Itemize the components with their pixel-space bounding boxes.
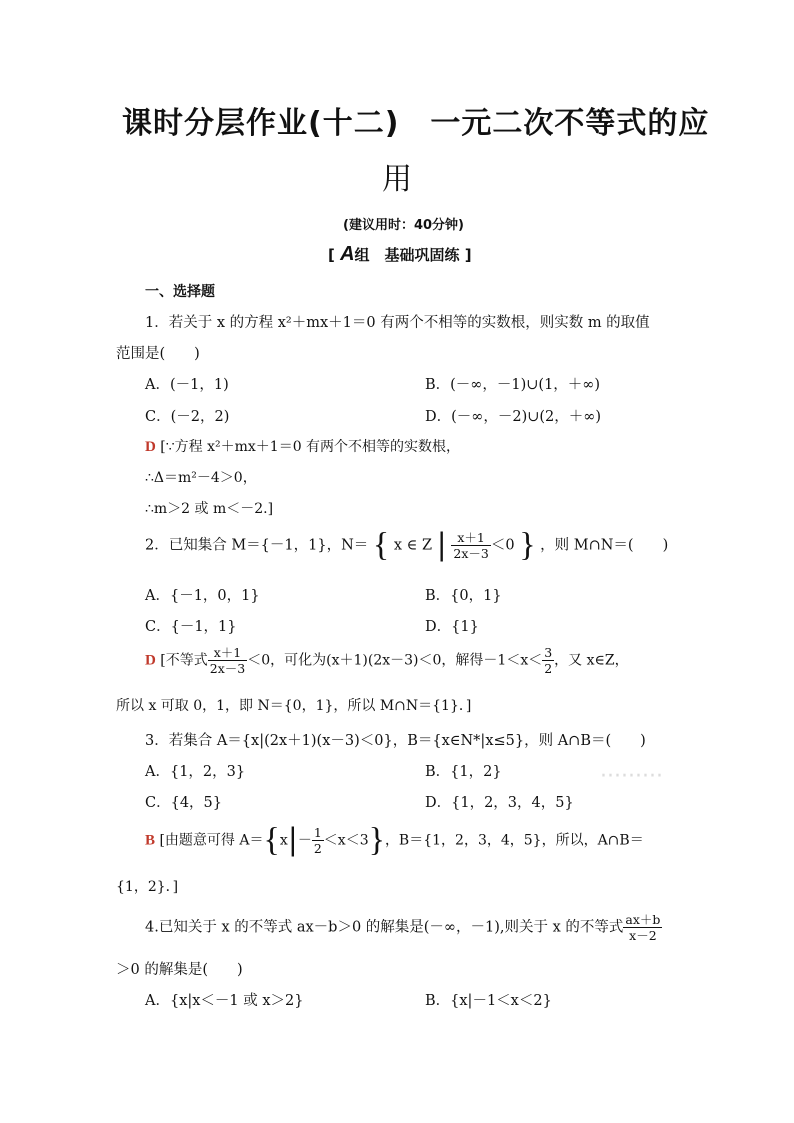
q3-brace-open: { bbox=[263, 821, 280, 859]
q4-option-a: A．{x|x＜－1 或 x＞2} bbox=[145, 993, 304, 1009]
q2-solution-pre: [不等式 bbox=[160, 652, 208, 669]
q1-option-c: C．(－2，2) bbox=[145, 409, 230, 425]
section-title: 一、选择题 bbox=[145, 284, 215, 300]
q2-answer-mark: D bbox=[145, 652, 156, 669]
q2-solution-fraction-den: 2x－3 bbox=[209, 661, 246, 676]
q1-solution-text: [∵方程 x²＋mx＋1＝0 有两个不相等的实数根， bbox=[160, 439, 461, 455]
q2-set-tail: ＜0 bbox=[490, 537, 515, 554]
q1-answer-mark: D bbox=[145, 439, 156, 455]
q3-solution-x: x bbox=[279, 832, 288, 849]
q3-answer-mark: B bbox=[145, 832, 156, 849]
q2-option-c: C．{－1，1} bbox=[145, 619, 237, 635]
q4-fraction-den: x－2 bbox=[629, 928, 657, 943]
q1-option-b: B．(－∞，－1)∪(1，＋∞) bbox=[425, 377, 601, 393]
q2-solution-fraction bbox=[208, 645, 247, 676]
q2-brace-open: { bbox=[372, 526, 390, 564]
q3-brace-close: } bbox=[368, 821, 385, 859]
q3-solution-fraction bbox=[312, 825, 324, 856]
group-label: 组 基础巩固练 bbox=[354, 246, 460, 264]
q3-option-b: B．{1，2} bbox=[425, 764, 502, 780]
page-title: 课时分层作业(十二) 一元二次不等式的应 bbox=[122, 106, 710, 141]
q2-stem-pre: 2．已知集合 M＝{－1，1}，N＝ bbox=[145, 537, 369, 554]
bracket-left: [ bbox=[328, 246, 335, 264]
q4-fraction bbox=[623, 912, 662, 943]
q2-fraction-den: 2x－3 bbox=[453, 546, 489, 561]
q2-set-bar: | bbox=[436, 527, 447, 563]
q4-stem-pre: 4.已知关于 x 的不等式 ax－b＞0 的解集是(－∞，－1),则关于 x 的不等式 bbox=[145, 919, 624, 936]
q4-option-b: B．{x|－1＜x＜2} bbox=[425, 993, 552, 1009]
q3-option-c: C．{4，5} bbox=[145, 795, 222, 811]
q2-option-d: D．{1} bbox=[425, 619, 479, 635]
time-note: (建议用时：40分钟) bbox=[343, 218, 464, 233]
q2-solution-line2: 所以 x 可取 0，1，即 N＝{0，1}，所以 M∩N＝{1}．] bbox=[116, 698, 472, 714]
q2-solution-mid: ＜0，可化为(x＋1)(2x－3)＜0，解得－1＜x＜ bbox=[247, 652, 543, 669]
q2-fraction bbox=[451, 530, 490, 561]
group-letter: A bbox=[340, 243, 355, 265]
q1-option-d: D．(－∞，－2)∪(2，＋∞) bbox=[425, 409, 602, 425]
q3-solution-fraction-den: 2 bbox=[313, 841, 322, 856]
q1-solution-line1 bbox=[145, 436, 460, 456]
q3-option-a: A．{1，2，3} bbox=[145, 764, 246, 780]
q3-solution-pre: [由题意可得 A＝ bbox=[159, 832, 264, 849]
q2-fraction-num: x＋1 bbox=[451, 530, 490, 546]
q3-solution-line2: {1，2}．] bbox=[116, 879, 179, 895]
q2-solution-post: ，又 x∈Z， bbox=[554, 652, 629, 669]
q2-solution-line1 bbox=[145, 645, 629, 676]
q3-set-bar: | bbox=[287, 822, 298, 858]
q3-solution-minus: － bbox=[297, 832, 312, 849]
bracket-right: ] bbox=[464, 246, 472, 264]
group-heading bbox=[328, 243, 472, 266]
q1-solution-line2: ∴Δ＝m²－4＞0， bbox=[145, 470, 257, 486]
q3-solution-line1 bbox=[145, 821, 644, 859]
q4-stem-line2: ＞0 的解集是( ) bbox=[116, 962, 243, 978]
q2-stem bbox=[145, 526, 669, 564]
q3-stem: 3．若集合 A＝{x|(2x＋1)(x－3)＜0}，B＝{x∈N*|x≤5}，则 A∩B＝( ) bbox=[145, 733, 646, 749]
q2-option-a: A．{－1，0，1} bbox=[145, 588, 260, 604]
q2-stem-post: ，则 M∩N＝( ) bbox=[540, 537, 669, 554]
q2-solution-fraction2 bbox=[542, 645, 554, 676]
q2-solution-fraction2-den: 2 bbox=[544, 661, 553, 676]
q1-solution-line3: ∴m＞2 或 m＜－2.] bbox=[145, 501, 274, 517]
q4-fraction-num: ax＋b bbox=[625, 912, 661, 927]
q2-set-var: x ∈ Z bbox=[393, 537, 433, 554]
q3-option-d: D．{1，2，3，4，5} bbox=[425, 795, 574, 811]
page-title-continued: 用 bbox=[382, 162, 413, 197]
q2-solution-fraction-num: x＋1 bbox=[208, 645, 247, 661]
q3-solution-fraction-num: 1 bbox=[313, 825, 322, 840]
q3-solution-post: ，B＝{1，2，3，4，5}，所以，A∩B＝ bbox=[384, 832, 644, 849]
q2-solution-fraction2-num: 3 bbox=[544, 645, 553, 660]
q1-stem-line1: 1．若关于 x 的方程 x²＋mx＋1＝0 有两个不相等的实数根，则实数 m 的取值 bbox=[145, 315, 650, 331]
q3-solution-tail: ＜x＜3 bbox=[323, 832, 369, 849]
q2-brace-close: } bbox=[519, 526, 536, 564]
q4-stem-line1 bbox=[145, 912, 662, 943]
q1-option-a: A．(－1，1) bbox=[145, 377, 229, 393]
q2-option-b: B．{0，1} bbox=[425, 588, 502, 604]
q1-stem-line2: 范围是( ) bbox=[116, 346, 200, 362]
watermark: ········· bbox=[600, 764, 663, 789]
